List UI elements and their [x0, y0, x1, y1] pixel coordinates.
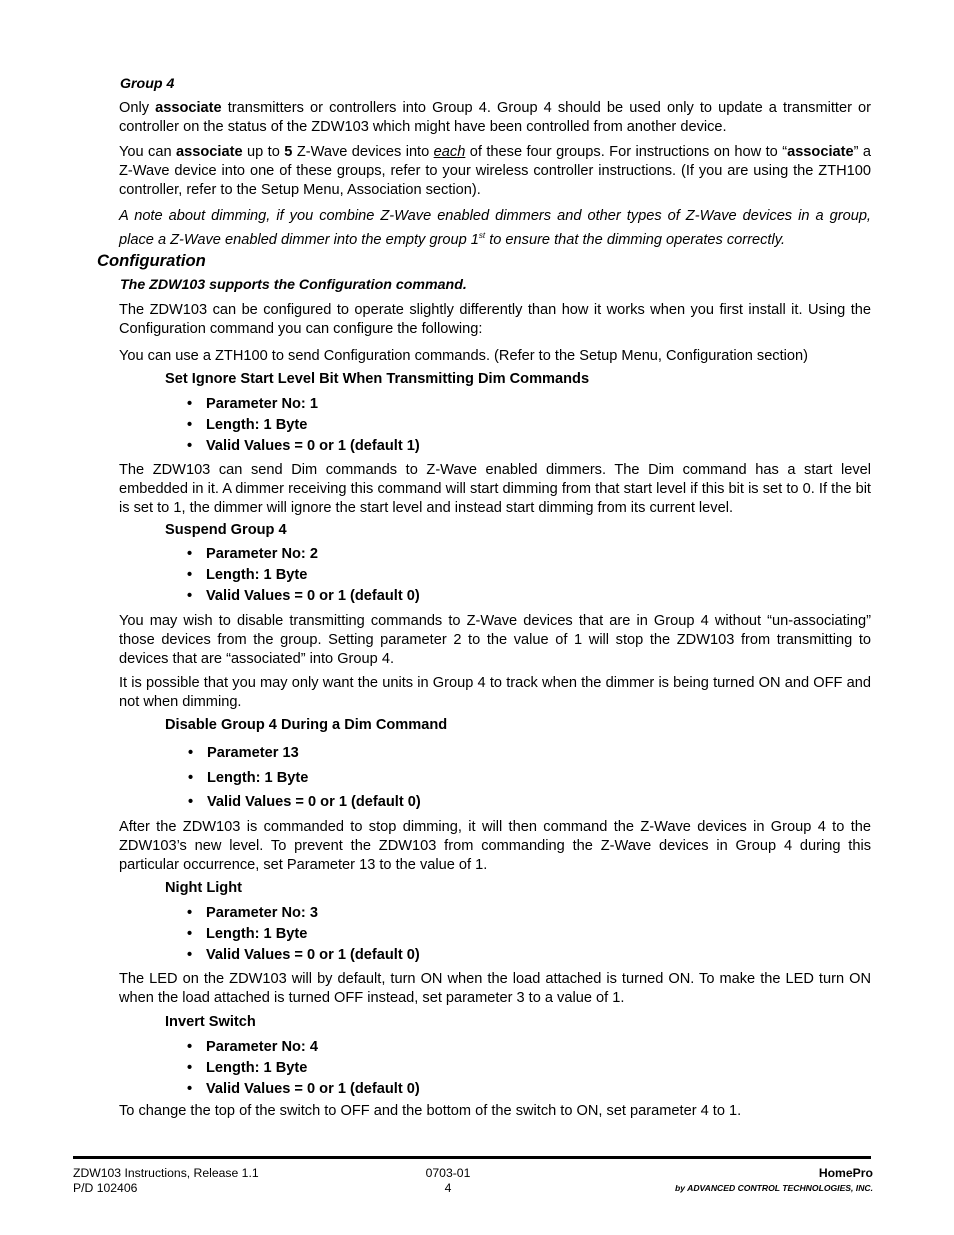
configuration-heading: Configuration [97, 251, 206, 270]
configuration-paragraph-1: The ZDW103 can be configured to operate slightly differently than how it works when you first install it. Using the Configuration command you can configure the following: [119, 302, 871, 337]
list-item: • Parameter No: 1 [187, 396, 318, 412]
list-item: • Parameter No: 3 [187, 905, 318, 921]
section-bullets-ignore-start-level [187, 394, 420, 457]
section-desc-ignore-start-level: The ZDW103 can send Dim commands to Z-Wave enabled dimmers. The Dim command has a start level embedded in it. A dimmer receiving this command will start dimming from that start level if this bit is set to 0. If the bit is set to 1, the dimmer will ignore the start level and instead start dimming from its current level. [119, 462, 871, 516]
group4-paragraph-2: You can associate up to 5 Z-Wave devices into each of these four groups. For instructions on how to “associate” a Z-Wave device into one of these groups, refer to your wireless controller instructions. (If you are using the ZTH100 controller, refer to the Setup Menu, Association section). [119, 144, 872, 198]
footer-company: by ADVANCED CONTROL TECHNOLOGIES, INC. [675, 1183, 873, 1193]
footer-page-number: 4 [444, 1181, 452, 1195]
list-item: • Parameter No: 4 [187, 1039, 318, 1055]
section-desc-suspend-group4: You may wish to disable transmitting commands to Z-Wave devices that are in Group 4 without “un-associating” those devices from the group. Setting parameter 2 to the value of 1 will stop the ZDW103 from transmitting to devices that are “associated” into Group 4. [119, 613, 871, 667]
configuration-paragraph-2: You can use a ZTH100 to send Configuration commands. (Refer to the Setup Menu, Configuration section) [119, 348, 808, 364]
section-desc-disable-group4-dim: After the ZDW103 is commanded to stop dimming, it will then command the Z-Wave devices in Group 4 to the ZDW103’s new level. To prevent the ZDW103 from commanding the Z-Wave devices in Group 4 during this particular occurrence, set Parameter 13 to the value of 1. [119, 819, 871, 873]
footer-part-number: P/D 102406 [73, 1181, 138, 1195]
list-item: • Length: 1 Byte [187, 417, 308, 433]
footer-left [73, 1166, 259, 1196]
list-item: • Valid Values = 0 or 1 (default 0) [187, 588, 420, 604]
footer-divider [73, 1156, 871, 1159]
section-desc-invert-switch: To change the top of the switch to OFF and the bottom of the switch to ON, set parameter 4 to 1. [119, 1103, 742, 1119]
section-bullets-invert-switch [187, 1037, 420, 1100]
footer-right [560, 1166, 873, 1195]
section-title-ignore-start-level: Set Ignore Start Level Bit When Transmitting Dim Commands [165, 371, 590, 387]
section-bullets-disable-group4-dim [188, 741, 421, 815]
section-title-invert-switch: Invert Switch [165, 1014, 256, 1030]
list-item: • Parameter No: 2 [187, 546, 318, 562]
section-desc-night-light: The LED on the ZDW103 will by default, turn ON when the load attached is turned ON. To make the LED turn ON when the load attached is turned OFF instead, set parameter 3 to a value of 1. [119, 971, 871, 1006]
section-title-suspend-group4: Suspend Group 4 [165, 522, 287, 538]
list-item: • Valid Values = 0 or 1 (default 0) [188, 794, 421, 810]
footer-center [398, 1166, 498, 1196]
footer-date-code: 0703-01 [425, 1166, 471, 1180]
list-item: • Valid Values = 0 or 1 (default 0) [187, 947, 420, 963]
configuration-subheading: The ZDW103 supports the Configuration command. [120, 277, 467, 293]
section-bullets-suspend-group4 [187, 544, 420, 607]
group4-paragraph-1: Only associate transmitters or controllers into Group 4. Group 4 should be used only to update a transmitter or controller on the status of the ZDW103 which might have been controlled from another device. [119, 100, 871, 135]
list-item: • Length: 1 Byte [187, 1060, 308, 1076]
section-title-night-light: Night Light [165, 880, 242, 896]
group4-heading: Group 4 [120, 76, 175, 92]
list-item: • Length: 1 Byte [188, 769, 309, 786]
list-item: • Valid Values = 0 or 1 (default 1) [187, 438, 420, 454]
list-item: • Length: 1 Byte [187, 926, 308, 942]
footer-brand: HomePro [818, 1166, 873, 1180]
list-item: • Length: 1 Byte [187, 567, 308, 583]
section-desc2-suspend-group4: It is possible that you may only want the units in Group 4 to track when the dimmer is being turned ON and OFF and not when dimming. [119, 675, 871, 710]
section-title-disable-group4-dim: Disable Group 4 During a Dim Command [165, 717, 448, 733]
dimming-note: A note about dimming, if you combine Z-Wave enabled dimmers and other types of Z-Wave devices in a group, place a Z-Wave enabled dimmer into the empty group 1st to ensure that the dimming operates correctly. [119, 208, 871, 248]
list-item: • Valid Values = 0 or 1 (default 0) [187, 1081, 420, 1097]
footer-document-title: ZDW103 Instructions, Release 1.1 [73, 1166, 259, 1180]
list-item: • Parameter 13 [188, 745, 299, 761]
section-bullets-night-light [187, 903, 420, 966]
